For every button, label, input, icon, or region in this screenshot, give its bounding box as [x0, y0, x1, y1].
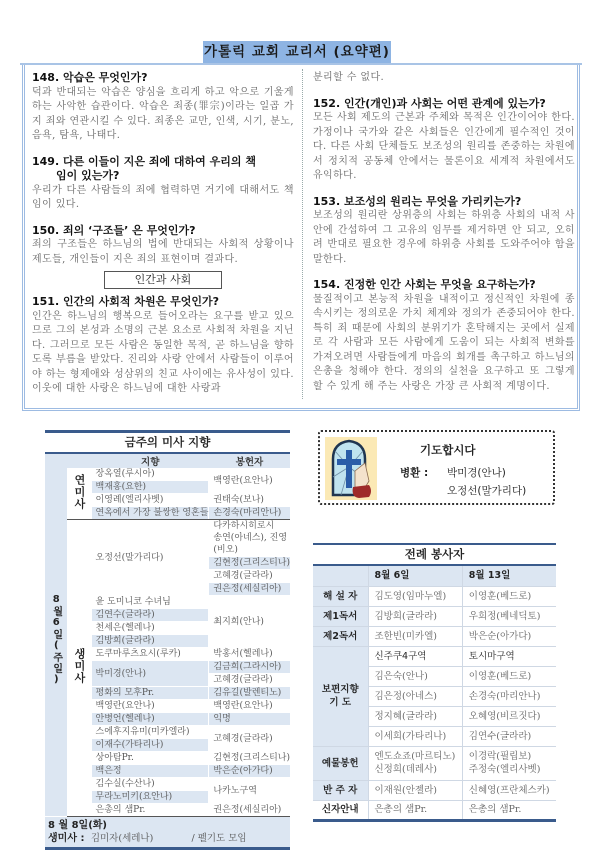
server-name: 이재원(안젤라) — [368, 780, 462, 800]
question-heading: 150. 죄의 ‘구조들’ 은 무엇인가? — [32, 223, 196, 237]
servers-table — [313, 566, 556, 822]
intention-cell: 도쿠마루츠요시(루카) — [92, 648, 209, 661]
answer-continuation: 분리할 수 없다. — [313, 72, 385, 83]
tuesday-offerer: / 펠기도 모임 — [191, 833, 247, 845]
answer-text: 인간은 하느님의 행복으로 들어오라는 요구를 받고 있으므로 그의 본성과 소명의 근본 요소로 사회적 차원을 지닌다. 그러므로 모든 사람은 동일한 목적, 곧 하느님을 향하도록 부름을 받았다. 진리와 사랑 안에서 사람들이 이루어야 하는 형제애와 성삼위의 친교 사이에는 유사성이 있다. 이웃에 대한 사랑은 하느님에 대한 사랑과 — [32, 310, 294, 394]
intention-cell: 상아탐Pr. — [92, 752, 209, 765]
table-row — [313, 646, 556, 666]
question-heading-line: 임이 있는가? — [56, 169, 120, 182]
header-blank — [45, 454, 92, 468]
sick-name: 박미경(안나) — [447, 467, 506, 479]
mass-group-cell — [67, 468, 92, 520]
server-name: 김도영(임마누엘) — [368, 586, 462, 606]
catechism-right-column — [313, 71, 575, 394]
intention-cell: 박미경(안나) — [92, 661, 209, 687]
tuesday-intention: 김미자(세레나) — [90, 833, 154, 845]
server-name: 정지혜(글라라) — [368, 706, 462, 726]
role-label: 해 설 자 — [313, 586, 368, 606]
praying-hands-stained-glass-icon — [325, 437, 377, 500]
intention-cell: 윤 도미니코 수녀님 — [92, 596, 209, 609]
server-name: 박은순(아가다) — [462, 626, 556, 646]
table-row — [313, 800, 556, 820]
offerer-cell: 다카하시히로시 송연(아네스), 진영(비오) — [209, 520, 290, 557]
question-heading: 153. 보조성의 원리는 무엇을 가리키는가? — [313, 194, 522, 208]
date-header: 8월 13일 — [462, 566, 556, 586]
intention-cell: 안병언(헬레나) — [92, 713, 209, 726]
offerer-cell: 백영란(요안나) — [209, 700, 290, 713]
role-label: 제2독서 — [313, 626, 368, 646]
mass-intentions — [45, 430, 290, 850]
server-name: 신혜영(프란체스카) — [462, 780, 556, 800]
tuesday-label: 생미사 : — [48, 833, 85, 845]
prayer-box — [318, 430, 555, 505]
mass-table — [45, 454, 290, 817]
server-name: 김은숙(안나) — [368, 666, 462, 686]
offerer-cell: 김금희(그라시아) — [209, 661, 290, 674]
header-offerer: 봉헌자 — [209, 454, 290, 468]
server-name: 이세희(가타리나) — [368, 726, 462, 746]
offerer-cell: 고혜경(글라라) — [209, 570, 290, 583]
prayer-title: 기도합시다 — [420, 443, 476, 457]
server-name: 김방희(글라라) — [368, 606, 462, 626]
liturgy-servers — [313, 543, 556, 822]
intention-cell: 장옥열(루시아) — [92, 468, 209, 481]
intention-cell: 백영란(요안나) — [92, 700, 209, 713]
catechism-left-column — [32, 71, 294, 397]
offerer-cell: 김유길(발렌티노) — [209, 687, 290, 700]
date-header: 8월 6일 — [368, 566, 462, 586]
table-row — [313, 780, 556, 800]
server-name: 은총의 샘Pr. — [368, 800, 462, 820]
intention-cell: 김수실(수산나) — [92, 778, 209, 791]
mass-group-cell — [67, 520, 92, 817]
server-name: 토시마구역 — [462, 646, 556, 666]
offerer-cell: 박은순(아가다) — [209, 765, 290, 778]
offerer-cell: 권은정(세실리아) — [209, 804, 290, 817]
role-label: 제1독서 — [313, 606, 368, 626]
intention-cell: 오정선(말가리다) — [92, 520, 209, 596]
offerer-cell: 김현정(크리스티나) — [209, 557, 290, 570]
server-name: 이영훈(베드로) — [462, 586, 556, 606]
offerer-cell: 익명 — [209, 713, 290, 726]
server-name: 손경숙(마리안나) — [462, 686, 556, 706]
table-row — [313, 626, 556, 646]
answer-text: 물질적이고 본능적 차원을 내적이고 정신적인 차원에 종속시키는 정의로운 가치 체계와 정의가 존중되어야 한다. 특히 죄 때문에 사회의 분위기가 혼탁해지는 곳에서 실제로 각 사람과 모든 사람에게 도움이 되는 사회적 변화를 가져오려면 사람들에게 마음의 회개를 촉구하고 하느님의 은총을 청해야 한다. 정의의 실천을 요구하고 또 그렇게 할 수 있게 해 주는 사랑은 가장 큰 사회적 계명이다. — [313, 293, 575, 392]
table-row — [313, 606, 556, 626]
table-row — [45, 468, 290, 481]
catechism-box — [22, 65, 580, 411]
server-name: 오혜영(비르짓다) — [462, 706, 556, 726]
answer-text: 모든 사회 제도의 근본과 주체와 목적은 인간이어야 한다. 가정이나 국가와 같은 사회들은 인간에게 필수적인 것이다. 다른 사회 단체들도 보조성의 원리를 존중하는 차원에서 정치적 공동체 안에서는 물론이요 세계적 차원에서도 유익하다. — [313, 112, 575, 181]
header-intention: 지향 — [92, 454, 209, 468]
table-row — [313, 746, 556, 780]
offerer-cell: 고혜경(글라라) — [209, 674, 290, 687]
mass-group: 생미사 — [73, 648, 86, 685]
intention-cell: 백은정 — [92, 765, 209, 778]
offerer-cell: 권은정(세실리아) — [209, 583, 290, 596]
offerer-cell: 김현정(크리스티나) — [209, 752, 290, 765]
role-label: 보편지향 기 도 — [313, 646, 368, 746]
role-label: 반 주 자 — [313, 780, 368, 800]
answer-text: 덕과 반대되는 악습은 양심을 흐리게 하고 악으로 기울게 하는 사악한 습관이다. 악습은 죄종(罪宗)이라는 일곱 가지 죄와 연관시킬 수 있다. 죄종은 교만, 인색, 시기, 분노, 음욕, 탐욕, 나태다. — [32, 86, 294, 141]
intention-cell: 백재홍(요한) — [92, 481, 209, 494]
intention-cell: 무라노미키(요안나) — [92, 791, 209, 804]
offerer-cell: 권태숙(보나) — [209, 494, 290, 507]
server-name: 이영훈(베드로) — [462, 666, 556, 686]
table-row — [313, 586, 556, 606]
server-name: 조한빈(미카엘) — [368, 626, 462, 646]
tuesday-mass — [45, 817, 290, 850]
mass-group: 연미사 — [73, 473, 86, 510]
offerer-cell: 백영란(요안나) — [209, 468, 290, 494]
intention-cell: 평화의 모후Pr. — [92, 687, 209, 700]
intention-cell: 이재수(가타리나) — [92, 739, 209, 752]
role-label: 신자안내 — [313, 800, 368, 820]
answer-text: 죄의 구조들은 하느님의 법에 반대되는 사회적 상황이나 제도들, 개인들이 지은 죄의 표현이며 결과다. — [32, 239, 294, 265]
offerer-cell: 최지희(안나) — [209, 596, 290, 648]
offerer-cell: 나카노구역 — [209, 778, 290, 804]
intention-cell: 스에후지유미(미카엘라) — [92, 726, 209, 739]
tuesday-date: 8 월 8일(화) — [48, 820, 107, 832]
column-divider — [302, 69, 303, 399]
intention-cell: 은총의 샘Pr. — [92, 804, 209, 817]
server-name: 신주쿠4구역 — [368, 646, 462, 666]
question-heading: 154. 진정한 인간 사회는 무엇을 요구하는가? — [313, 278, 536, 291]
question-heading-line: 149. 다른 이들이 지은 죄에 대하여 우리의 책 — [32, 154, 256, 168]
role-label: 예물봉헌 — [313, 746, 368, 780]
server-name: 이경락(필립보) 주정숙(엘리사벳) — [462, 746, 556, 780]
intention-cell: 김방희(글라라) — [92, 635, 209, 648]
intention-cell: 천세은(헬레나) — [92, 622, 209, 635]
question-heading: 152. 인간(개인)과 사회는 어떤 관계에 있는가? — [313, 96, 546, 110]
server-name: 은총의 샘Pr. — [462, 800, 556, 820]
mass-date-cell — [45, 468, 67, 817]
answer-text: 보조성의 원리란 상위층의 사회는 하위층 사회의 내적 사안에 간섭하여 그 고유의 임무를 제거하면 안 되고, 오히려 반대로 필요한 경우에 하위층 사회를 도와주어야 함을 말한다. — [313, 210, 575, 265]
section-label: 인간과 사회 — [104, 271, 222, 289]
table-row — [313, 566, 556, 586]
offerer-cell: 고혜경(글라라) — [209, 726, 290, 752]
server-name: 우희정(베네딕토) — [462, 606, 556, 626]
catechism-title: 가톨릭 교회 교리서 (요약편) — [203, 41, 391, 63]
question-heading: 151. 인간의 사회적 차원은 무엇인가? — [32, 295, 219, 308]
server-name: 김은정(아네스) — [368, 686, 462, 706]
intention-cell: 김연수(글라라) — [92, 609, 209, 622]
intention-cell: 연옥에서 가장 불쌍한 영혼들 — [92, 507, 209, 520]
answer-text: 우리가 다른 사람들의 죄에 협력하면 거기에 대해서도 책임이 있다. — [32, 184, 294, 210]
mass-date: 8월6일(주일) — [50, 594, 62, 687]
server-name: 김연수(글라라) — [462, 726, 556, 746]
offerer-cell: 박홍서(헬레나) — [209, 648, 290, 661]
sick-label: 병환 : — [400, 467, 429, 479]
table-row — [45, 520, 290, 557]
servers-title: 전례 봉사자 — [313, 543, 556, 566]
server-name: 엔도쇼죠(마르티노) 신정희(데레사) — [368, 746, 462, 780]
offerer-cell: 손경숙(마리안나) — [209, 507, 290, 520]
question-heading: 148. 악습은 무엇인가? — [32, 71, 148, 84]
header-blank — [313, 566, 368, 586]
intention-cell: 이영례(엘리사벳) — [92, 494, 209, 507]
sick-name: 오정선(말가리다) — [447, 485, 527, 497]
question-heading — [32, 155, 294, 184]
mass-title: 금주의 미사 지향 — [45, 430, 290, 454]
